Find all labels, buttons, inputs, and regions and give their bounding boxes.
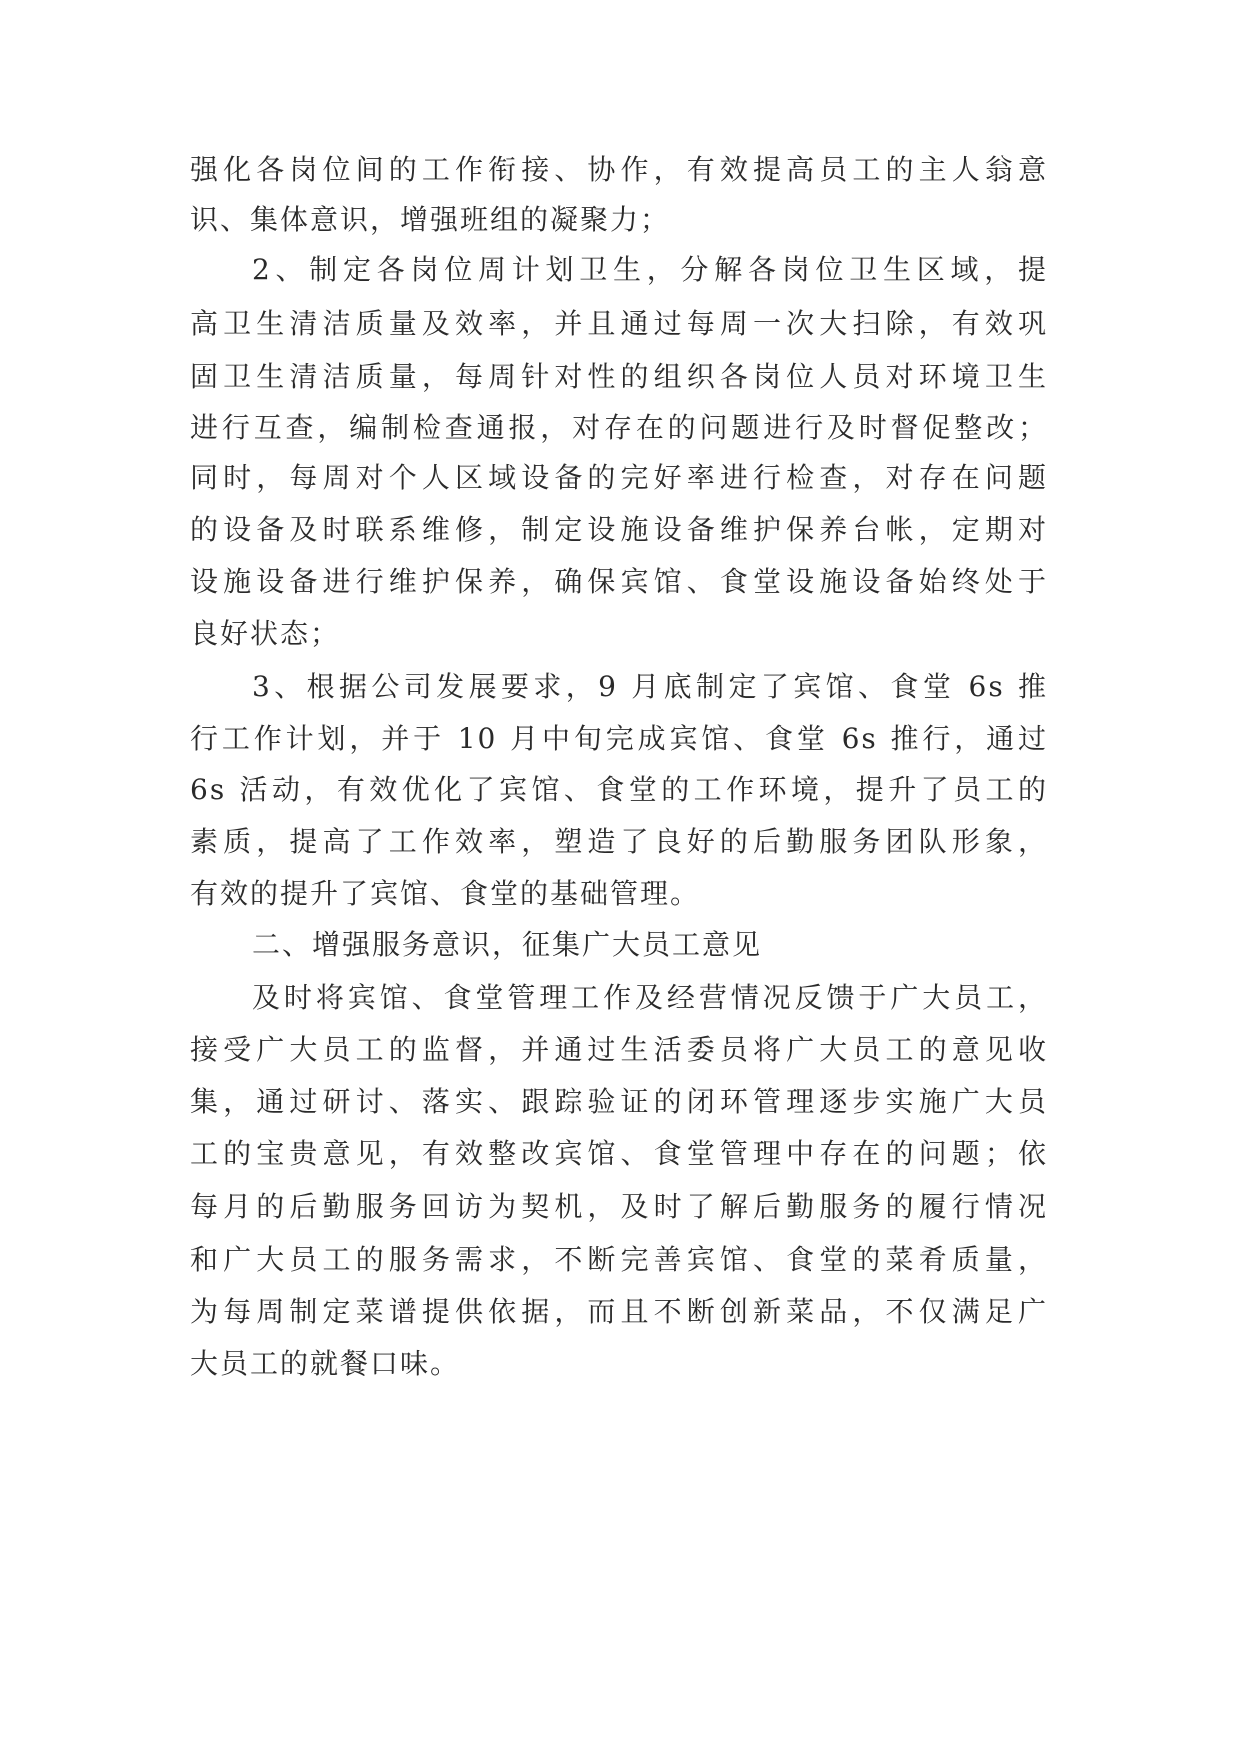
text-line: 为每周制定菜谱提供依据，而且不断创新菜品，不仅满足广 xyxy=(190,1295,1048,1328)
text-line: 大员工的就餐口味。 xyxy=(190,1347,461,1380)
section-heading: 二、增强服务意识，征集广大员工意见 xyxy=(252,928,763,961)
text-line: 每月的后勤服务回访为契机，及时了解后勤服务的履行情况 xyxy=(190,1190,1048,1223)
text-line: 进行互查，编制检查通报，对存在的问题进行及时督促整改； xyxy=(190,411,1048,444)
text-line: 6s 活动，有效优化了宾馆、食堂的工作环境，提升了员工的 xyxy=(190,773,1048,806)
paragraph-2-start: 2、制定各岗位周计划卫生，分解各岗位卫生区域，提 xyxy=(252,253,1048,286)
text-line: 工的宝贵意见，有效整改宾馆、食堂管理中存在的问题；依 xyxy=(190,1137,1048,1170)
text-line: 的设备及时联系维修，制定设施设备维护保养台帐，定期对 xyxy=(190,513,1048,546)
text-line: 固卫生清洁质量，每周针对性的组织各岗位人员对环境卫生 xyxy=(190,360,1048,393)
text-line: 高卫生清洁质量及效率，并且通过每周一次大扫除，有效巩 xyxy=(190,307,1048,340)
text-line: 素质，提高了工作效率，塑造了良好的后勤服务团队形象， xyxy=(190,825,1048,858)
text-line: 行工作计划，并于 10 月中旬完成宾馆、食堂 6s 推行，通过 xyxy=(190,722,1048,755)
text-line: 设施设备进行维护保养，确保宾馆、食堂设施设备始终处于 xyxy=(190,565,1048,598)
paragraph-start: 及时将宾馆、食堂管理工作及经营情况反馈于广大员工， xyxy=(252,981,1048,1014)
text-line: 识、集体意识，增强班组的凝聚力； xyxy=(190,203,671,236)
text-line: 集，通过研讨、落实、跟踪验证的闭环管理逐步实施广大员 xyxy=(190,1085,1048,1118)
text-line: 和广大员工的服务需求，不断完善宾馆、食堂的菜肴质量， xyxy=(190,1243,1048,1276)
paragraph-3-start: 3、根据公司发展要求，9 月底制定了宾馆、食堂 6s 推 xyxy=(252,670,1048,703)
text-line: 有效的提升了宾馆、食堂的基础管理。 xyxy=(190,877,701,910)
text-line: 强化各岗位间的工作衔接、协作，有效提高员工的主人翁意 xyxy=(190,153,1048,186)
text-line: 接受广大员工的监督，并通过生活委员将广大员工的意见收 xyxy=(190,1033,1048,1066)
text-line: 同时，每周对个人区域设备的完好率进行检查，对存在问题 xyxy=(190,461,1048,494)
text-line: 良好状态； xyxy=(190,617,341,650)
